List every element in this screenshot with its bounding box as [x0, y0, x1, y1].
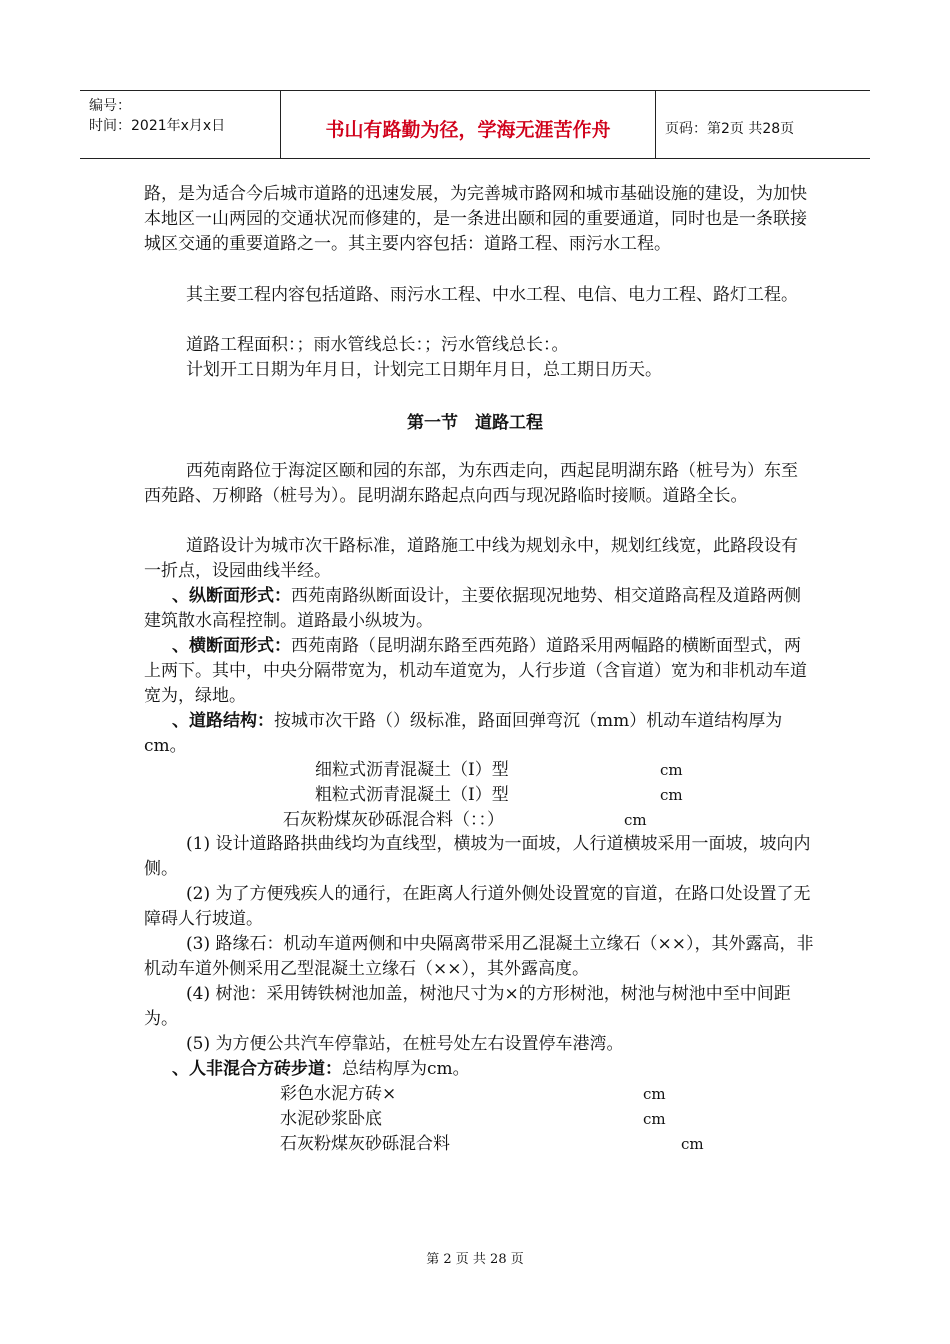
header-page-cell: [655, 91, 870, 158]
sidewalk-text: 总结构厚为cm。: [342, 1059, 470, 1079]
page-footer: 第 2 页 共 28 页: [426, 1252, 524, 1267]
layer-name: 粗粒式沥青混凝土（Ⅰ）型: [315, 785, 509, 805]
layer-unit: cm: [643, 1085, 666, 1103]
layer-name: 细粒式沥青混凝土（Ⅰ）型: [315, 760, 509, 780]
profile-paragraph: [144, 584, 814, 634]
note-4: (4) 树池：采用铸铁树池加盖，树池尺寸为×的方形树池，树池与树池中至中间距为。: [144, 984, 791, 1029]
layer-name: 石灰粉煤灰砂砾混合料: [280, 1134, 450, 1154]
intro-paragraph-4: 计划开工日期为年月日，计划完工日期年月日，总工期日历天。: [186, 360, 662, 380]
layer-name: 石灰粉煤灰砂砾混合料（：：）: [283, 810, 504, 830]
note-5: (5) 为方便公共汽车停靠站，在桩号处左右设置停车港湾。: [186, 1034, 624, 1054]
time-label: 时间：2021年x月x日: [89, 118, 226, 134]
layer-unit: cm: [660, 761, 683, 779]
intro-paragraph-2: 其主要工程内容包括道路、雨污水工程、中水工程、电信、电力工程、路灯工程。: [186, 285, 798, 305]
number-label: 编号：: [89, 98, 131, 114]
header-motto-cell: [280, 91, 656, 158]
layer-unit: cm: [624, 811, 647, 829]
profile-label: 、纵断面形式：: [172, 586, 291, 606]
intro-paragraph-3: 道路工程面积：；雨水管线总长：；污水管线总长：。: [186, 335, 569, 355]
sidewalk-label: 、人非混合方砖步道：: [172, 1059, 342, 1079]
structure-label: 、道路结构：: [172, 711, 274, 731]
page-header: [80, 90, 870, 159]
intro-paragraph-1: 路，是为适合今后城市道路的迅速发展，为完善城市路网和城市基础设施的建设，为加快本地区一山两园的交通状况而修建的，是一条进出颐和园的重要通道，同时也是一条联接城区交通的重要道路之一。其主要内容包括：道路工程、雨污水工程。: [144, 184, 807, 254]
layer-name: 水泥砂浆卧底: [280, 1109, 382, 1129]
road-paragraph-1: 西苑南路位于海淀区颐和园的东部，为东西走向，西起昆明湖东路（桩号为）东至西苑路、万柳路（桩号为）。昆明湖东路起点向西与现况路临时接顺。道路全长。: [144, 461, 798, 506]
header-meta-cell: [80, 91, 280, 158]
note-1: (1) 设计道路路拱曲线均为直线型，横坡为一面坡，人行道横坡采用一面坡，坡向内侧。: [144, 834, 811, 879]
note-3: (3) 路缘石：机动车道两侧和中央隔离带采用乙混凝土立缘石（××），其外露高，非机动车道外侧采用乙型混凝土立缘石（××），其外露高度。: [144, 934, 814, 979]
cross-section-text: 西苑南路（昆明湖东路至西苑路）道路采用两幅路的横断面型式，两上两下。其中，中央分隔带宽为，机动车道宽为，人行步道（含盲道）宽为和非机动车道宽为，绿地。: [144, 636, 807, 706]
structure-text: 按城市次干路（）级标准，路面回弹弯沉（mm）机动车道结构厚为cm。: [144, 711, 783, 756]
layer-unit: cm: [681, 1135, 704, 1153]
note-2: (2) 为了方便残疾人的通行，在距离人行道外侧处设置宽的盲道，在路口处设置了无障碍人行坡道。: [144, 884, 811, 929]
structure-paragraph: [144, 709, 814, 759]
layer-name: 彩色水泥方砖×: [280, 1084, 397, 1104]
layer-unit: cm: [660, 786, 683, 804]
sidewalk-paragraph: [144, 1057, 814, 1082]
cross-section-paragraph: [144, 634, 814, 709]
layer-unit: cm: [643, 1110, 666, 1128]
road-paragraph-2: 道路设计为城市次干路标准，道路施工中线为规划永中，规划红线宽，此路段设有一折点，设园曲线半经。: [144, 536, 798, 581]
page-info: 页码：第2页 共28页: [665, 121, 795, 137]
section-title: 第一节 道路工程: [407, 413, 543, 433]
cross-section-label: 、横断面形式：: [172, 636, 291, 656]
profile-text: 西苑南路纵断面设计，主要依据现况地势、相交道路高程及道路两侧建筑散水高程控制。道路最小纵坡为。: [144, 586, 801, 631]
motto-text: 书山有路勤为径，学海无涯苦作舟: [325, 119, 611, 141]
